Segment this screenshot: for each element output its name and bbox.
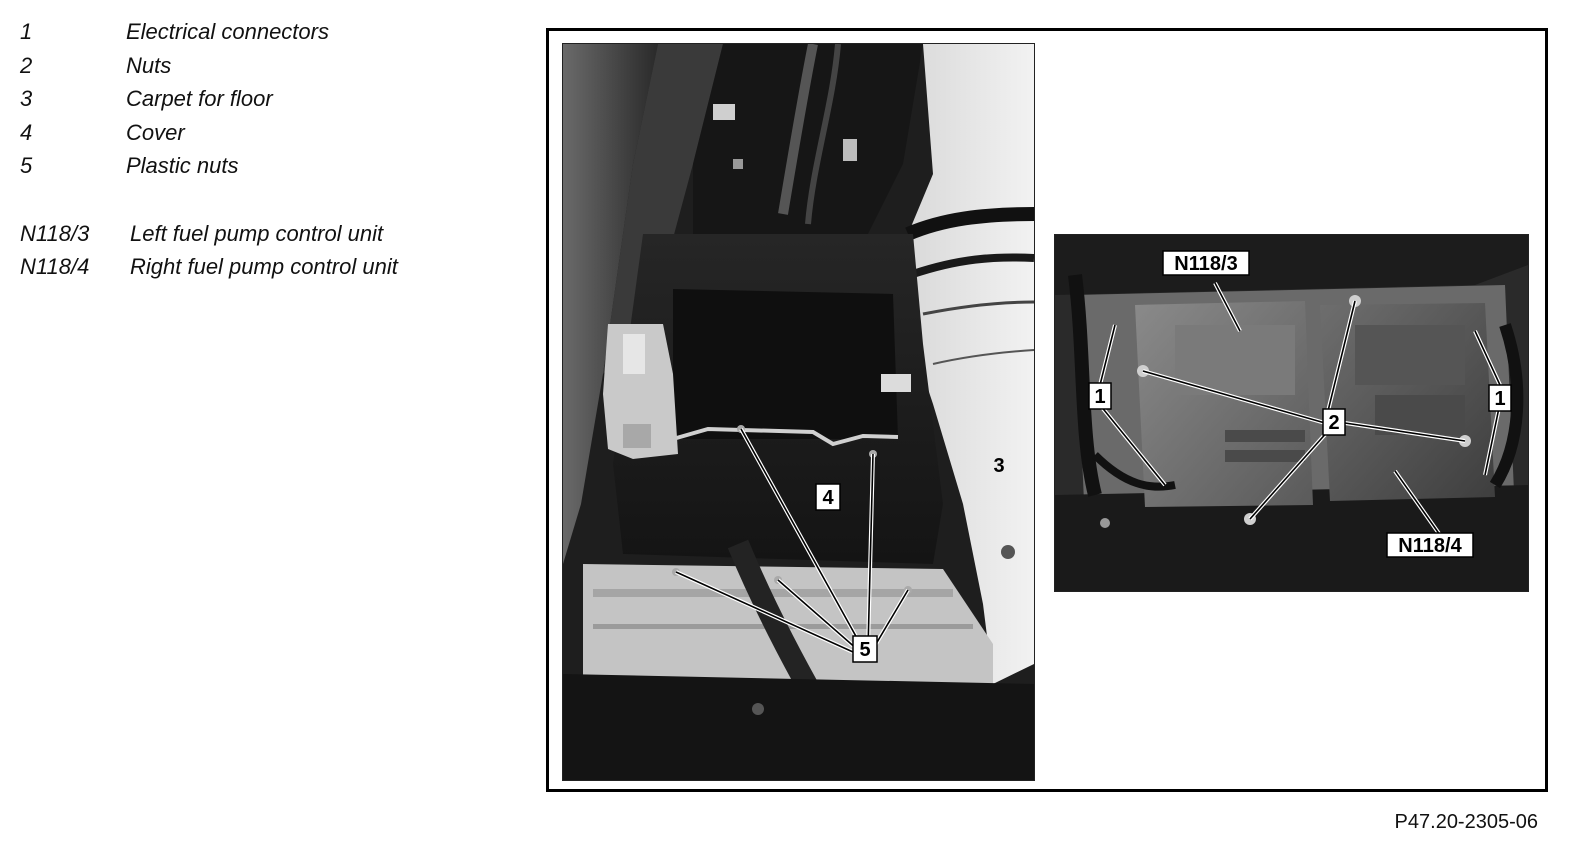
legend-label: Electrical connectors: [126, 19, 329, 44]
legend-key: 5: [20, 153, 33, 178]
callout-left-unit-label: N118/3: [1174, 253, 1238, 275]
legend-code-key: N118/3: [20, 220, 90, 246]
legend-code-label: Right fuel pump control unit: [130, 254, 398, 279]
callout-plastic-nuts: [853, 636, 877, 662]
legend-key: 1: [20, 19, 33, 44]
legend-label: Carpet for floor: [126, 86, 273, 111]
legend-spacer: [20, 186, 520, 220]
callout-right-unit: [1387, 533, 1473, 557]
legend-label: Nuts: [126, 52, 172, 78]
callout-right-unit-label: N118/4: [1398, 535, 1462, 557]
callout-connectors-right-label: 1: [1494, 388, 1506, 410]
callout-nuts-label: 2: [1328, 412, 1340, 434]
legend-key: 3: [20, 86, 33, 111]
figure-frame: [546, 28, 1548, 792]
legend-item: [20, 85, 520, 119]
legend-key: 4: [20, 119, 33, 145]
callout-connectors-left-label: 1: [1094, 386, 1106, 408]
legend-code-item: [20, 220, 520, 254]
legend-item: [20, 119, 520, 153]
legend-key: 2: [20, 52, 33, 78]
figure-reference-code: P47.20-2305-06: [1394, 811, 1538, 833]
legend-label: Cover: [126, 119, 185, 145]
callout-connectors-left: [1089, 383, 1111, 409]
legend-code-item: [20, 253, 520, 287]
callout-left-unit: [1163, 251, 1249, 275]
callout-carpet: [993, 455, 1004, 477]
callout-carpet-label: 3: [993, 455, 1005, 477]
legend-item: [20, 152, 520, 186]
callout-plastic-nuts-label: 5: [859, 639, 871, 661]
legend-item: [20, 52, 520, 86]
callout-connectors-right: [1489, 385, 1511, 411]
legend-code-key: N118/4: [20, 254, 90, 279]
legend-label: Plastic nuts: [126, 153, 239, 178]
callout-cover-label: 4: [822, 487, 834, 509]
legend-item: [20, 18, 520, 52]
legend-code-label: Left fuel pump control unit: [130, 220, 384, 246]
callout-nuts: [1323, 409, 1345, 435]
callout-cover: [816, 484, 840, 510]
photo-control-units: [1054, 234, 1529, 592]
photo-trunk-floor-illustration: [563, 44, 1034, 780]
photo-trunk-floor: [562, 43, 1035, 781]
photo-control-units-illustration: [1055, 235, 1528, 591]
legend: [20, 18, 520, 287]
